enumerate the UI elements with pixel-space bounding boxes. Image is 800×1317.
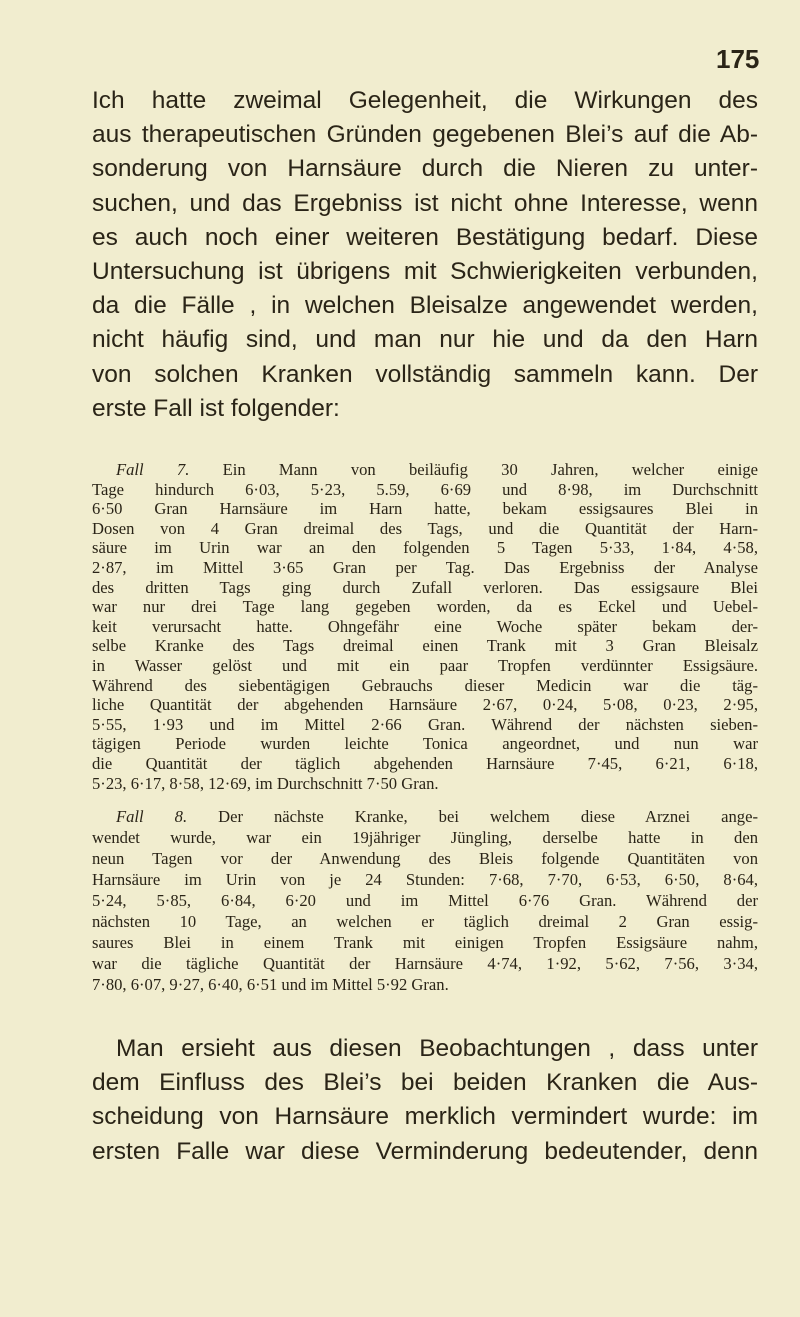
text-line (92, 460, 758, 480)
text-line (92, 806, 758, 827)
text-line: sonderung von Harnsäure durch die Nieren zu unter- (92, 155, 758, 183)
text-line: ersten Falle war diese Verminderung bedeutender, denn (92, 1137, 758, 1165)
text-line: dem Einfluss des Blei’s bei beiden Kranken die Aus- (92, 1069, 758, 1097)
case-label: Fall 8. (116, 807, 188, 826)
text-line: 7·80, 6·07, 9·27, 6·40, 6·51 und im Mittel 5·92 Gran. (92, 975, 449, 994)
text-line: die Quantität der täglich abgehenden Harnsäure 7·45, 6·21, 6·18, (92, 753, 758, 773)
text-line: war die tägliche Quantität der Harnsäure 4·74, 1·92, 5·62, 7·56, 3·34, (92, 954, 758, 973)
text-line: wendet wurde, war ein 19jähriger Jüngling, derselbe hatte in den (92, 828, 758, 847)
text-line: liche Quantität der abgehenden Harnsäure 2·67, 0·24, 5·08, 0·23, 2·95, (92, 695, 758, 715)
text-line: in Wasser gelöst und mit ein paar Tropfen verdünnter Essigsäure. (92, 655, 758, 675)
text-line: 5·24, 5·85, 6·84, 6·20 und im Mittel 6·76 Gran. Während der (92, 891, 758, 910)
text-line: saures Blei in einem Trank mit einigen Tropfen Essigsäure nahm, (92, 933, 758, 952)
text-line: Ich hatte zweimal Gelegenheit, die Wirkungen des (92, 87, 758, 114)
case-label: Fall 7. (116, 460, 190, 479)
text-line: nächsten 10 Tage, an welchen er täglich dreimal 2 Gran essig- (92, 912, 758, 931)
text-line: 5·55, 1·93 und im Mittel 2·66 Gran. Während der nächsten sieben- (92, 714, 758, 734)
text-line: erste Fall ist folgender: (92, 394, 340, 422)
text-line: Harnsäure im Urin von je 24 Stunden: 7·68, 7·70, 6·53, 6·50, 8·64, (92, 870, 758, 889)
text-line: des dritten Tags ging durch Zufall verloren. Das essigsaure Blei (92, 577, 758, 597)
text-line: aus therapeutischen Gründen gegebenen Blei’s auf die Ab- (92, 121, 758, 149)
text-line: Untersuchung ist übrigens mit Schwierigkeiten verbunden, (92, 258, 758, 286)
text-line: 5·23, 6·17, 8·58, 12·69, im Durchschnitt 7·50 Gran. (92, 773, 439, 793)
intro-paragraph (92, 84, 758, 426)
text-line: 6·50 Gran Harnsäure im Harn hatte, bekam essigsaures Blei in (92, 499, 758, 519)
text-line: suchen, und das Ergebniss ist nicht ohne Interesse, wenn (92, 189, 758, 217)
text-line: es auch noch einer weiteren Bestätigung bedarf. Diese (92, 223, 758, 251)
case-7-paragraph (92, 460, 758, 793)
conclusion-paragraph (92, 1032, 758, 1169)
text-line: selbe Kranke des Tags dreimal einen Trank mit 3 Gran Bleisalz (92, 636, 758, 656)
text-line: Tage hindurch 6·03, 5·23, 5.59, 6·69 und 8·98, im Durchschnitt (92, 479, 758, 499)
case-8-paragraph (92, 806, 758, 995)
text-line: neun Tagen vor der Anwendung des Bleis folgende Quantitäten von (92, 849, 758, 868)
page-number: 175 (716, 44, 760, 74)
text-line: nicht häufig sind, und man nur hie und da den Harn (92, 326, 758, 354)
text-line: von solchen Kranken vollständig sammeln kann. Der (92, 360, 758, 388)
text-line: keit verursacht hatte. Ohngefähr eine Woche später bekam der- (92, 616, 758, 636)
text-line: 2·87, im Mittel 3·65 Gran per Tag. Das Ergebniss der Analyse (92, 557, 758, 577)
text-line-content: Der nächste Kranke, bei welchem diese Arznei ange- (218, 807, 758, 826)
text-line: Man ersieht aus diesen Beobachtungen , dass unter (116, 1035, 758, 1062)
text-line: Dosen von 4 Gran dreimal des Tags, und die Quantität der Harn- (92, 518, 758, 538)
text-line: Während des siebentägigen Gebrauchs dieser Medicin war die täg- (92, 675, 758, 695)
text-line: da die Fälle , in welchen Bleisalze angewendet werden, (92, 292, 758, 320)
text-line: säure im Urin war an den folgenden 5 Tagen 5·33, 1·84, 4·58, (92, 538, 758, 558)
text-line-content: Ein Mann von beiläufig 30 Jahren, welcher einige (222, 460, 758, 479)
text-line: war nur drei Tage lang gegeben worden, da es Eckel und Uebel- (92, 597, 758, 617)
text-line: scheidung von Harnsäure merklich vermindert wurde: im (92, 1103, 758, 1131)
text-line: tägigen Periode wurden leichte Tonica angeordnet, und nun war (92, 734, 758, 754)
